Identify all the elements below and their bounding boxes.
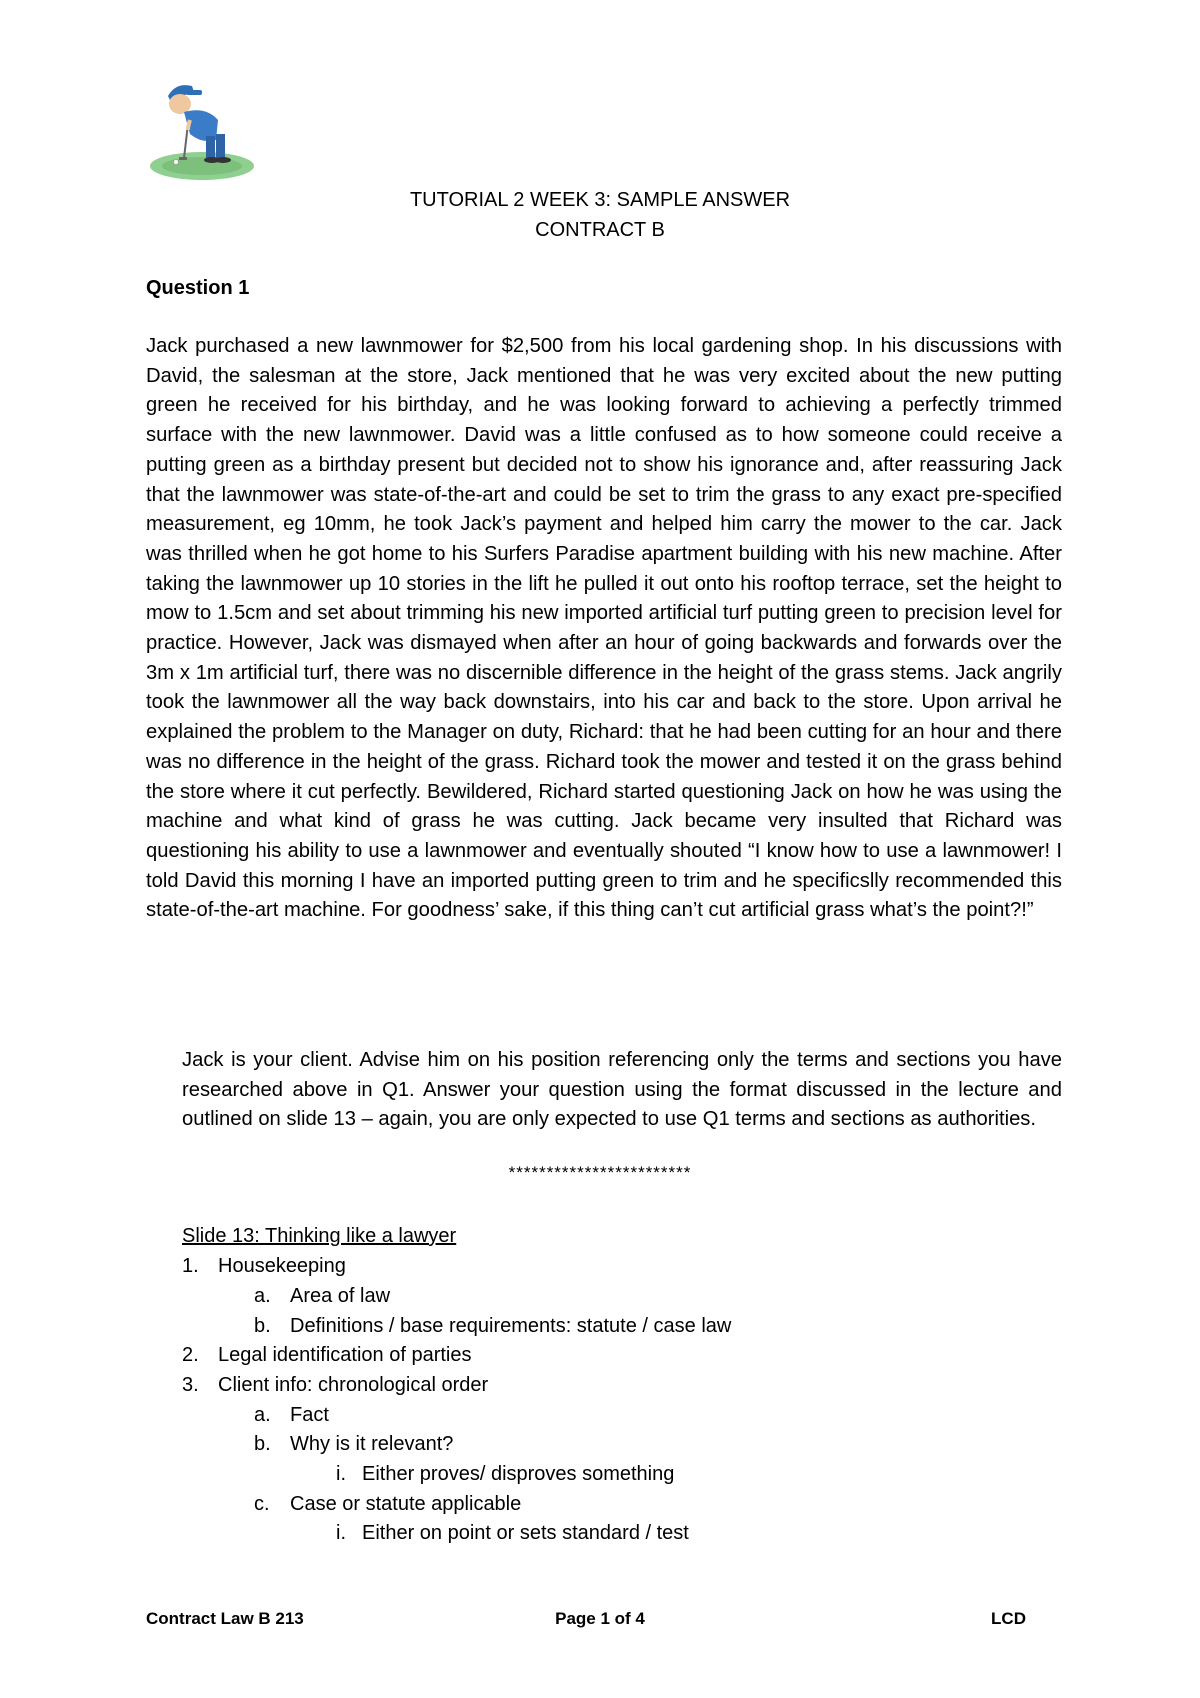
outline-item: Client info: chronological order <box>218 1374 489 1396</box>
golfer-logo <box>146 78 258 182</box>
outline-item: Either proves/ disproves something <box>362 1463 675 1485</box>
slide-heading: Slide 13: Thinking like a lawyer <box>182 1225 457 1247</box>
outline-item: Area of law <box>290 1285 391 1307</box>
outline-item: Why is it relevant? <box>290 1433 454 1455</box>
outline-item: Case or statute applicable <box>290 1493 522 1515</box>
document-subtitle: CONTRACT B <box>535 219 665 241</box>
outline-marker: i. <box>336 1522 346 1544</box>
outline-marker: a. <box>254 1285 271 1307</box>
outline-marker: 2. <box>182 1344 199 1366</box>
outline-item: Legal identification of parties <box>218 1344 472 1366</box>
question-scenario: Jack purchased a new lawnmower for $2,500 from his local gardening shop. In his discussions with David, the salesman at the store, Jack mentioned that he was very excited about the new putting green he received for his birthday, and he was looking forward to achieving a perfectly trimmed surface with the new lawnmower. David was a little confused as to how someone could receive a putting green as a birthday present but decided not to show his ignorance and, after reassuring Jack that the lawnmower was state-of-the-art and could be set to trim the grass to any exact pre-specified measurement, eg 10mm, he took Jack’s payment and helped him carry the mower to the car. Jack was thrilled when he got home to his Surfers Paradise apartment building with his new machine. After taking the lawnmower up 10 stories in the lift he pulled it out onto his rooftop terrace, set the height to mow to 1.5cm and set about trimming his new imported artificial turf putting green to precision level for practice. However, Jack was dismayed when after an hour of going backwards and forwards over the 3m x 1m artificial turf, there was no discernible difference in the height of the grass stems. Jack angrily took the lawnmower all the way back downstairs, into his car and back to the store. Upon arrival he explained the problem to the Manager on duty, Richard: that he had been cutting for an hour and there was no difference in the height of the grass. Richard took the mower and tested it on the grass behind the store where it cut perfectly. Bewildered, Richard started questioning Jack on how he was using the machine and what kind of grass he was cutting. Jack became very insulted that Richard was questioning his ability to use a lawnmower and eventually shouted “I know how to use a lawnmower! I told David this morning I have an imported putting green to trim and he specificslly recommended this state-of-the-art machine. For goodness’ sake, if this thing can’t cut artificial grass what’s the point?!” <box>146 335 1062 922</box>
outline-marker: 3. <box>182 1374 199 1396</box>
outline-marker: b. <box>254 1433 271 1455</box>
outline-item: Either on point or sets standard / test <box>362 1522 689 1544</box>
question-heading: Question 1 <box>146 277 250 299</box>
outline-marker: c. <box>254 1493 270 1515</box>
outline-marker: 1. <box>182 1255 199 1277</box>
document-title: TUTORIAL 2 WEEK 3: SAMPLE ANSWER <box>409 189 791 211</box>
outline-item: Fact <box>290 1404 329 1426</box>
outline-marker: a. <box>254 1404 271 1426</box>
outline-marker: b. <box>254 1315 271 1337</box>
outline-item: Definitions / base requirements: statute / case law <box>290 1315 732 1337</box>
outline-marker: i. <box>336 1463 346 1485</box>
footer-page-number: Page 1 of 4 <box>555 1609 645 1628</box>
footer-course: Contract Law B 213 <box>146 1609 304 1628</box>
question-instruction: Jack is your client. Advise him on his position referencing only the terms and sections you have researched above in Q1. Answer your question using the format discussed in the lecture and outlined on slide 13 – again, you are only expected to use Q1 terms and sections as authorities. <box>182 1049 1062 1131</box>
outline-item: Housekeeping <box>218 1255 346 1277</box>
section-separator: ************************ <box>508 1163 692 1182</box>
footer-author: LCD <box>991 1609 1026 1628</box>
